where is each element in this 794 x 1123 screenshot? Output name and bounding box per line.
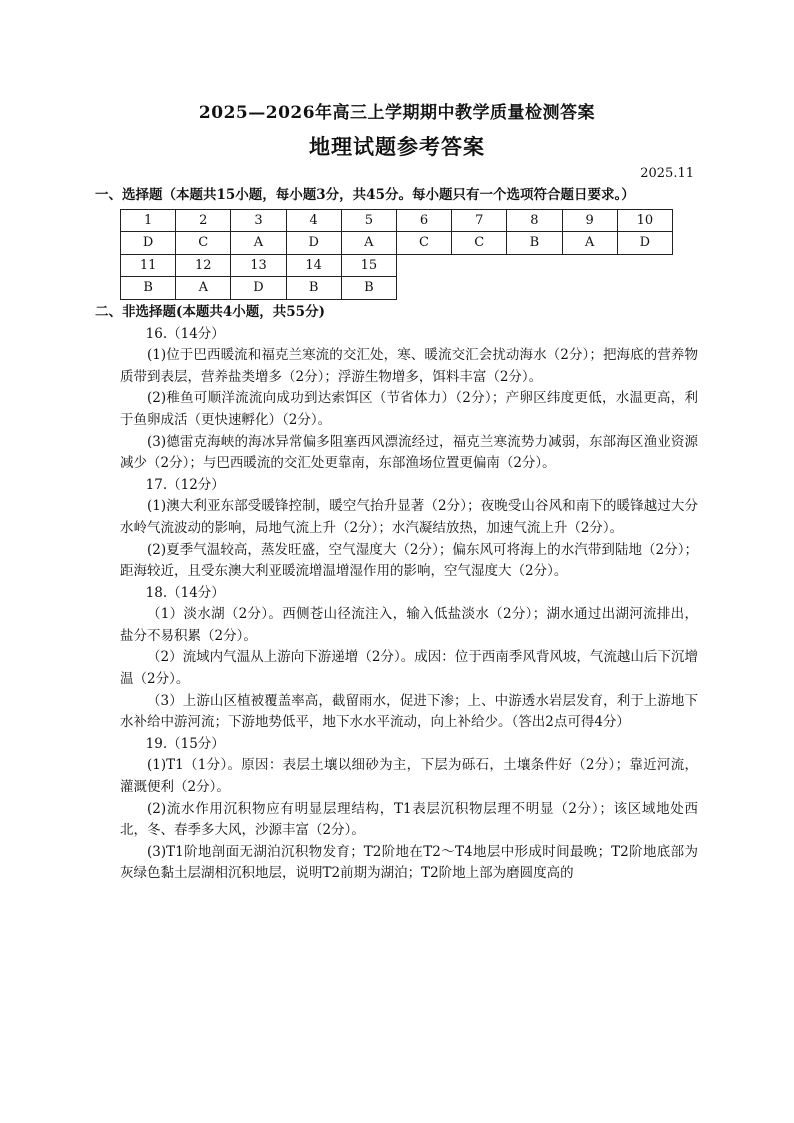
q19-part3: (3)T1阶地剖面无湖泊沉积物发育；T2阶地在T2～T4地层中形成时间最晚；T2阶地底部为灰绿色黏土层湖相沉积地层，说明T2前期为湖泊；T2阶地上部为磨圆度高的 — [120, 843, 698, 882]
section1-heading: 一、选择题（本题共15小题，每小题3分，共45分。每小题只有一个选项符合题日要求。） — [95, 187, 635, 203]
table-cell: C — [396, 232, 451, 255]
table-cell: D — [617, 232, 672, 255]
choice-answer-table — [120, 209, 673, 300]
table-cell: 7 — [452, 209, 507, 232]
table-cell: 5 — [341, 209, 396, 232]
table-cell: A — [562, 232, 617, 255]
table-cell: A — [176, 277, 231, 300]
table-cell: 2 — [176, 209, 231, 232]
table-cell: 9 — [562, 209, 617, 232]
table-row — [121, 209, 673, 232]
q16-part3: (3)德雷克海峡的海冰异常偏多阻塞西风漂流经过，福克兰寒流势力减弱，东部海区渔业资源减少（2分）；与巴西暖流的交汇处更靠南，东部渔场位置更偏南（2分）。 — [120, 433, 698, 472]
table-row — [121, 232, 673, 255]
table-cell: 3 — [231, 209, 286, 232]
table-cell: 1 — [121, 209, 176, 232]
q18-part3: （3）上游山区植被覆盖率高，截留雨水，促进下渗；上、中游透水岩层发育，利于上游地下水补给中游河流；下游地势低平，地下水水平流动，向上补给少。（答出2点可得4分） — [120, 692, 698, 731]
q18-heading: 18.（14分） — [145, 584, 225, 601]
table-cell: D — [231, 277, 286, 300]
table-blank-cell — [396, 254, 672, 299]
answer-body — [95, 185, 698, 885]
q17-heading: 17.（12分） — [145, 476, 225, 493]
table-cell: D — [121, 232, 176, 255]
table-cell: B — [286, 277, 341, 300]
subject-title: 地理试题参考答案 — [309, 134, 485, 159]
table-cell: B — [121, 277, 176, 300]
q19-part2: (2)流水作用沉积物应有明显层理结构，T1表层沉积物层理不明显（2分）；该区域地处西北，冬、春季多大风，沙源丰富（2分）。 — [120, 800, 698, 839]
table-cell: 11 — [121, 254, 176, 277]
table-cell: C — [452, 232, 507, 255]
q18-part1: （1）淡水湖（2分）。西侧苍山径流注入，输入低盐淡水（2分）；湖水通过出湖河流排出，盐分不易积累（2分）。 — [120, 606, 698, 644]
table-cell: 14 — [286, 254, 341, 277]
table-cell: B — [507, 232, 562, 255]
table-cell: C — [176, 232, 231, 255]
q18-part2: （2）流域内气温从上游向下游递增（2分）。成因：位于西南季风背风坡，气流越山后下沉增温（2分）。 — [120, 649, 698, 688]
table-cell: 10 — [617, 209, 672, 232]
table-cell: 4 — [286, 209, 341, 232]
date-label: 2025.11 — [640, 166, 694, 181]
q19-heading: 19.（15分） — [145, 735, 225, 752]
q17-part2: (2)夏季气温较高，蒸发旺盛，空气湿度大（2分）；偏东风可将海上的水汽带到陆地（2分）；距海较近，且受东澳大利亚暖流增温增湿作用的影响，空气湿度大（2分）。 — [120, 541, 698, 580]
table-cell: D — [286, 232, 341, 255]
table-cell: A — [341, 232, 396, 255]
table-cell: 12 — [176, 254, 231, 277]
table-cell: 8 — [507, 209, 562, 232]
q16-heading: 16.（14分） — [145, 325, 225, 342]
q16-part2: (2)稚鱼可顺洋流流向成功到达索饵区（节省体力）（2分）；产卵区纬度更低，水温更高，利于鱼卵成活（更快速孵化）（2分）。 — [120, 390, 698, 428]
table-cell: B — [341, 277, 396, 300]
table-cell: 6 — [396, 209, 451, 232]
q19-part1: (1)T1（1分）。原因：表层土壤以细砂为主，下层为砾石，土壤条件好（2分）；靠近河流，灌溉便利（2分）。 — [120, 757, 698, 796]
table-row — [121, 254, 673, 277]
table-cell: 15 — [341, 254, 396, 277]
section2-heading: 二、非选择题(本题共4小题，共55分) — [95, 303, 325, 320]
table-cell: 13 — [231, 254, 286, 277]
exam-title: 2025—2026年高三上学期期中教学质量检测答案 — [198, 103, 596, 123]
q16-part1: (1)位于巴西暖流和福克兰寒流的交汇处，寒、暖流交汇会扰动海水（2分）；把海底的营养物质带到表层，营养盐类增多（2分）；浮游生物增多，饵料丰富（2分）。 — [120, 347, 698, 385]
q17-part1: (1)澳大利亚东部受暖锋控制，暖空气抬升显著（2分）；夜晚受山谷风和南下的暖锋越过大分水岭气流波动的影响，局地气流上升（2分）；水汽凝结放热，加速气流上升（2分）。 — [120, 498, 698, 536]
table-cell: A — [231, 232, 286, 255]
